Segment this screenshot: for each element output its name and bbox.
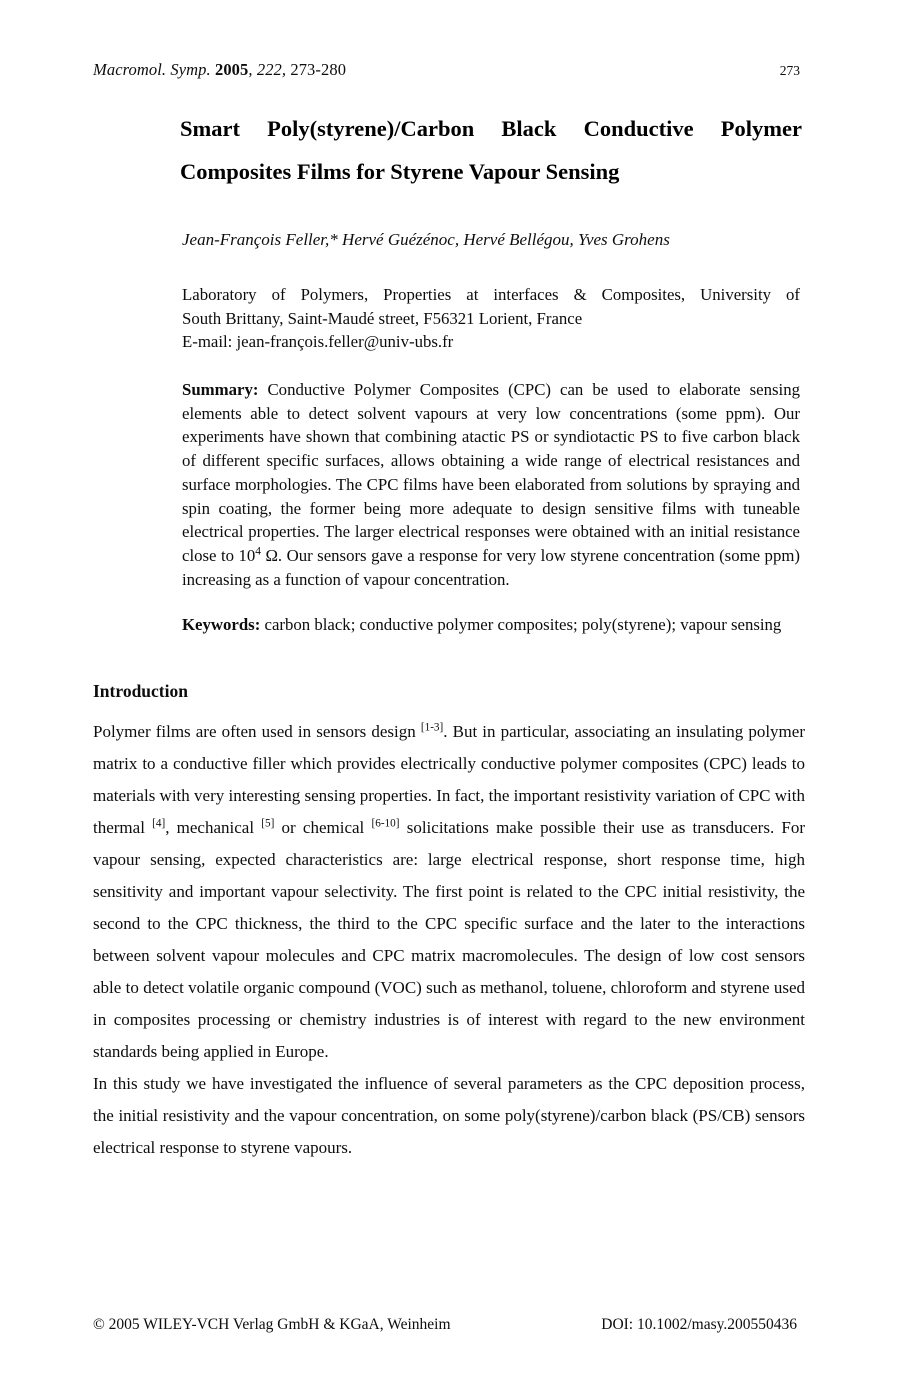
summary-text-part-2: Ω. Our sensors gave a response for very low styrene concentration (some ppm) increasing as a function of vapour concentration. bbox=[182, 545, 800, 589]
affiliation-block bbox=[182, 283, 800, 354]
citation-separator-1: , bbox=[248, 60, 257, 79]
keywords-block bbox=[182, 613, 800, 637]
title-word: Black bbox=[501, 116, 557, 141]
citation-ref-1: [1-3] bbox=[420, 721, 444, 734]
citation-ref-4: [6-10] bbox=[371, 817, 400, 830]
body-text: solicitations make possible their use as transducers. For vapour sensing, expected characteristics are: large electrical response, short response time, high sensitivity and important vapour selectivity. The first point is related to the CPC initial resistivity, the second to the CPC thickness, the third to the CPC specific surface and the later to the interactions between solvent vapour molecules and CPC matrix macromolecules. The design of low cost sensors able to detect volatile organic compound (VOC) such as methanol, toluene, chloroform and styrene used in composites processing or chemistry industries is of interest with regard to the new environment standards being applied in Europe. bbox=[93, 818, 806, 1061]
author-list: Jean-François Feller,* Hervé Guézénoc, Hervé Bellégou, Yves Grohens bbox=[182, 230, 670, 249]
publication-year: 2005 bbox=[214, 60, 249, 79]
title-word: Polymer bbox=[720, 116, 802, 141]
citation-ref-3: [5] bbox=[261, 817, 275, 830]
page-footer bbox=[93, 1316, 805, 1334]
volume-number: 222 bbox=[256, 60, 282, 79]
keywords-label: Keywords: bbox=[182, 615, 261, 634]
journal-name: Macromol. Symp. bbox=[93, 60, 211, 79]
running-head-citation bbox=[93, 60, 346, 80]
summary-exponent: 4 bbox=[255, 545, 261, 558]
title-word: Poly(styrene)/Carbon bbox=[267, 116, 475, 141]
summary-block bbox=[182, 378, 800, 591]
page-number: 273 bbox=[779, 63, 800, 78]
body-text: Polymer films are often used in sensors design bbox=[93, 722, 421, 741]
affiliation-line-2: South Brittany, Saint-Maudé street, F56321 Lorient, France bbox=[182, 308, 583, 328]
body-text: . But in particular, associating an insulating polymer matrix to a conductive filler which provides electrically conductive polymer composites (CPC) leads to materials with very interesting sensing properties. In fact, the important resistivity variation of CPC with thermal bbox=[93, 722, 805, 837]
body-content bbox=[93, 716, 805, 1164]
keywords-text: carbon black; conductive polymer composites; poly(styrene); vapour sensing bbox=[260, 615, 782, 634]
body-paragraph-2: In this study we have investigated the influence of several parameters as the CPC deposition process, the initial resistivity and the vapour concentration, on some poly(styrene)/carbon black (PS/CB) sensors electrical response to styrene vapours. bbox=[93, 1074, 805, 1157]
copyright-notice: © 2005 WILEY-VCH Verlag GmbH & KGaA, Weinheim bbox=[93, 1316, 451, 1333]
affiliation-email: E-mail: jean-françois.feller@univ-ubs.fr bbox=[182, 332, 454, 351]
page-title bbox=[180, 107, 802, 193]
page-range: 273-280 bbox=[290, 60, 347, 79]
citation-separator-2: , bbox=[281, 60, 291, 79]
running-head bbox=[93, 60, 800, 80]
body-paragraph-1 bbox=[93, 716, 805, 1068]
title-line-1 bbox=[180, 107, 802, 150]
title-word: Conductive bbox=[583, 116, 694, 141]
summary-label: Summary: bbox=[182, 380, 259, 399]
body-text: or chemical bbox=[274, 818, 372, 837]
affiliation-line-1: Laboratory of Polymers, Properties at interfaces & Composites, University of bbox=[182, 285, 800, 304]
title-word: Smart bbox=[180, 116, 240, 141]
title-line-2: Composites Films for Styrene Vapour Sensing bbox=[180, 159, 620, 184]
section-heading-introduction: Introduction bbox=[93, 681, 188, 701]
summary-text-part-1: Conductive Polymer Composites (CPC) can be used to elaborate sensing elements able to detect solvent vapours at very low concentrations (some ppm). Our experiments have shown that combining atactic PS or syndiotactic PS to five carbon black of different specific surfaces, allows obtaining a wide range of electrical resistances and surface morphologies. The CPC films have been elaborated from solutions by spraying and spin coating, the former being more adequate to design sensitive films with tuneable electrical properties. The larger electrical responses were obtained with an initial resistance close to 10 bbox=[182, 380, 800, 565]
citation-ref-2: [4] bbox=[152, 817, 166, 830]
doi-text: DOI: 10.1002/masy.200550436 bbox=[601, 1316, 797, 1333]
body-text: , mechanical bbox=[165, 818, 262, 837]
